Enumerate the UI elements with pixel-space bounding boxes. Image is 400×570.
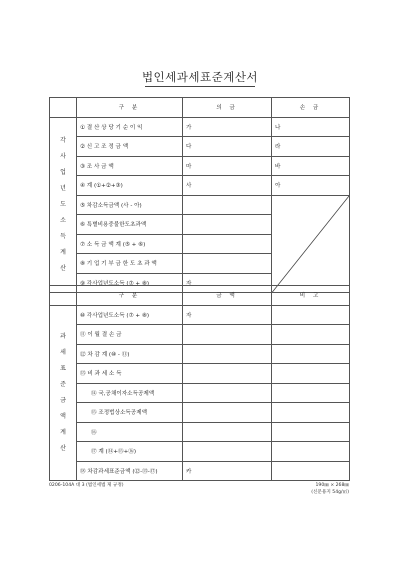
row-label: ⑰ 계 (⑭+⑮+⑯) bbox=[77, 442, 183, 462]
amount-cell[interactable] bbox=[272, 383, 350, 403]
amount-cell[interactable] bbox=[183, 383, 272, 403]
column-header: 구 분 bbox=[77, 286, 183, 306]
row-label: ⑬ 비 과 세 소 득 bbox=[77, 364, 183, 384]
column-header: 비 고 bbox=[272, 286, 350, 306]
amount-cell[interactable] bbox=[272, 461, 350, 481]
side-label-char: 금 bbox=[60, 396, 66, 404]
row-label: ⑦ 소 득 금 액 계 (⑤ + ⑥) bbox=[77, 234, 183, 254]
amount-cell[interactable] bbox=[272, 364, 350, 384]
row-label: ⑨ 각사업년도소득 (⑦ + ⑧) bbox=[77, 273, 183, 293]
column-header: 손 금 bbox=[272, 98, 350, 118]
side-label-char: 세 bbox=[60, 348, 66, 356]
header-blank bbox=[50, 286, 77, 306]
side-label-char: 계 bbox=[60, 428, 66, 436]
header-row bbox=[50, 98, 350, 118]
amount-cell[interactable] bbox=[272, 325, 350, 345]
form-row bbox=[50, 344, 350, 364]
row-label: ⑪ 이 월 결 손 금 bbox=[77, 325, 183, 345]
amount-cell[interactable] bbox=[183, 234, 272, 254]
paper-spec: (신문용지 54g/㎡) bbox=[311, 490, 349, 495]
side-label-char: 업 bbox=[60, 168, 66, 176]
amount-cell[interactable] bbox=[183, 442, 272, 462]
form-row bbox=[50, 325, 350, 345]
side-label-char: 과 bbox=[60, 332, 66, 340]
row-label: ⑧ 기 업 기 부 금 한 도 초 과 액 bbox=[77, 254, 183, 274]
side-label-char: 액 bbox=[60, 412, 66, 420]
amount-cell[interactable] bbox=[183, 215, 272, 235]
form-row bbox=[50, 137, 350, 157]
side-label-char: 득 bbox=[60, 232, 66, 240]
column-header: 의 금 bbox=[183, 98, 272, 118]
amount-cell[interactable]: 자 bbox=[183, 305, 272, 325]
amount-cell[interactable]: 다 bbox=[183, 137, 272, 157]
amount-cell[interactable] bbox=[183, 325, 272, 345]
form-row bbox=[50, 383, 350, 403]
amount-cell[interactable]: 라 bbox=[272, 137, 350, 157]
amount-cell[interactable] bbox=[183, 422, 272, 442]
row-label: ④ 계 (①+②+③) bbox=[77, 176, 183, 196]
amount-cell[interactable]: 사 bbox=[183, 176, 272, 196]
side-label-char: 계 bbox=[60, 248, 66, 256]
amount-cell[interactable] bbox=[183, 344, 272, 364]
form-title: 법인세과세표준계산서 bbox=[141, 70, 259, 84]
form-row bbox=[50, 305, 350, 325]
column-header: 구 분 bbox=[77, 98, 183, 118]
side-label-char: 년 bbox=[60, 184, 66, 192]
side-label-char: 표 bbox=[60, 364, 66, 372]
form-row bbox=[50, 403, 350, 423]
amount-cell[interactable] bbox=[272, 305, 350, 325]
form-row bbox=[50, 422, 350, 442]
form-row bbox=[50, 176, 350, 196]
income-calculation-table bbox=[49, 97, 350, 293]
amount-cell[interactable] bbox=[183, 403, 272, 423]
form-row bbox=[50, 195, 350, 215]
form-row bbox=[50, 156, 350, 176]
row-label: ⑭ 국,공채이자소득공제액 bbox=[77, 383, 183, 403]
amount-cell[interactable] bbox=[272, 422, 350, 442]
side-label-char: 도 bbox=[60, 200, 66, 208]
amount-cell[interactable] bbox=[183, 364, 272, 384]
row-label: ⑮ 조정법상소득공제액 bbox=[77, 403, 183, 423]
amount-cell[interactable]: 가 bbox=[183, 117, 272, 137]
amount-cell[interactable] bbox=[183, 254, 272, 274]
paper-size: 190㎜ × 268㎜ bbox=[315, 483, 349, 488]
side-label-char: 산 bbox=[60, 444, 66, 452]
row-label: ① 결 산 상 당 기 순 이 익 bbox=[77, 117, 183, 137]
form-row bbox=[50, 117, 350, 137]
side-label-char: 준 bbox=[60, 380, 66, 388]
row-label: ③ 조 사 금 액 bbox=[77, 156, 183, 176]
amount-cell[interactable]: 아 bbox=[272, 176, 350, 196]
amount-cell[interactable]: 나 bbox=[272, 117, 350, 137]
row-label: ⑱ 차감과세표준금액 (⑫-⑬-⑰) bbox=[77, 461, 183, 481]
title-underline bbox=[145, 86, 255, 87]
amount-cell[interactable]: 자 bbox=[183, 273, 272, 293]
row-label: ⑫ 차 감 계 (⑩ - ⑪) bbox=[77, 344, 183, 364]
form-code: 0206-104A 대 3 (법인세법 제 규정) bbox=[49, 483, 124, 488]
form-row bbox=[50, 442, 350, 462]
row-label: ⑩ 각사업년도소득 (⑦ + ⑧) bbox=[77, 305, 183, 325]
crossed-out-area bbox=[272, 195, 350, 293]
form-row bbox=[50, 364, 350, 384]
section-side-label bbox=[50, 117, 77, 293]
column-header: 금 액 bbox=[183, 286, 272, 306]
amount-cell[interactable]: 바 bbox=[272, 156, 350, 176]
side-label-char: 사 bbox=[60, 152, 66, 160]
tax-base-table bbox=[49, 285, 350, 481]
header-row bbox=[50, 286, 350, 306]
section-side-label bbox=[50, 305, 77, 481]
side-label-char: 소 bbox=[60, 216, 66, 224]
row-label: ⑯ bbox=[77, 422, 183, 442]
amount-cell[interactable] bbox=[183, 195, 272, 215]
amount-cell[interactable] bbox=[272, 344, 350, 364]
form-row bbox=[50, 461, 350, 481]
side-label-char: 산 bbox=[60, 264, 66, 272]
header-blank bbox=[50, 98, 77, 118]
row-label: ⑤ 차감소득금액 (사 - 아) bbox=[77, 195, 183, 215]
amount-cell[interactable] bbox=[272, 403, 350, 423]
row-label: ⑥ 특별비용중불한도초과액 bbox=[77, 215, 183, 235]
amount-cell[interactable]: 마 bbox=[183, 156, 272, 176]
amount-cell[interactable] bbox=[272, 442, 350, 462]
side-label-char: 각 bbox=[60, 136, 66, 144]
row-label: ② 신 고 조 정 금 액 bbox=[77, 137, 183, 157]
amount-cell[interactable]: 카 bbox=[183, 461, 272, 481]
